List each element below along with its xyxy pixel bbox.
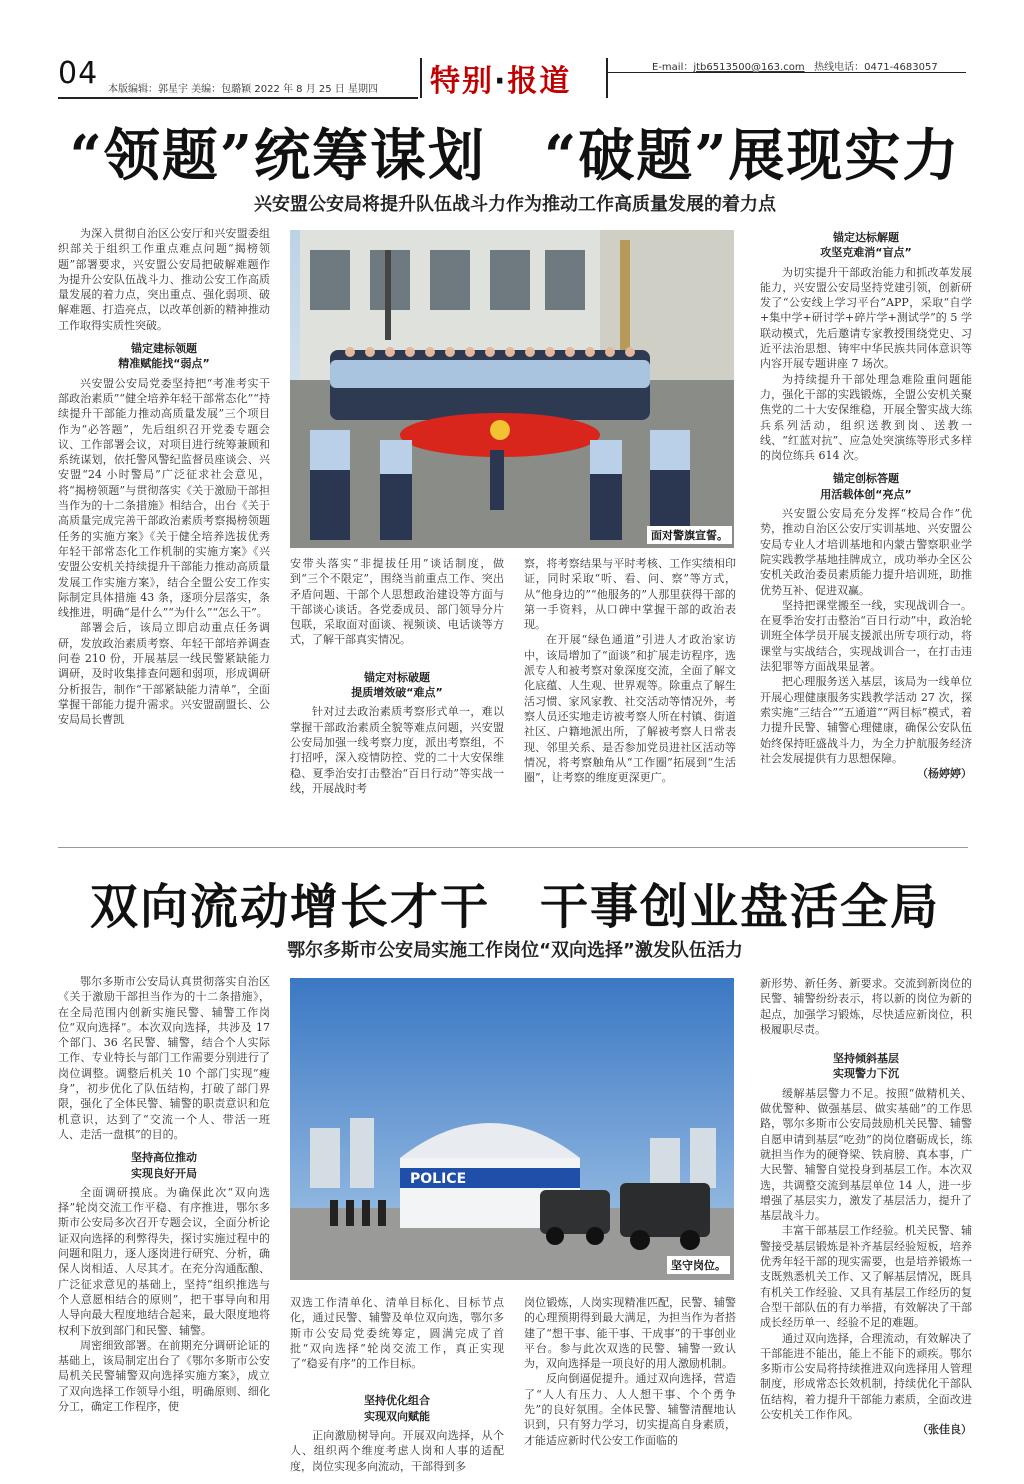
paragraph: 坚持把课堂搬至一线，实现战训合一。在夏季治安打击整治“百日行动”中，政治轮训班全体学员开展支援派出所专项行动，将课堂与实战结合，实现战训合一，在打击违法犯罪等方面战果显著。 xyxy=(760,598,972,674)
header-rule xyxy=(58,97,418,99)
section-title-b: 报道 xyxy=(507,64,572,99)
article1-heading-1b: 精准赋能找“弱点” xyxy=(118,357,210,371)
header-divider-2 xyxy=(606,58,608,98)
paragraph: 兴安盟公安局充分发挥“校局合作”优势，推动自治区公安厅实训基地、兴安盟公安局专业人才培训基地和内蒙古警察职业学院实践教学基地挂牌成立，成功举办全区公安机关政治委员素质能力提升培训班，助推优势互补、促进双赢。 xyxy=(760,507,972,597)
article1-heading-2b: 提质增效破“难点” xyxy=(351,686,443,700)
flag-ceremony-illustration xyxy=(290,230,734,548)
article2-heading-2b: 实现双向赋能 xyxy=(364,1409,430,1423)
article2-column-3 xyxy=(524,1295,736,1448)
article1-column-4 xyxy=(760,230,972,781)
paragraph: 为深入贯彻自治区公安厅和兴安盟委组织部关于组织工作重点难点问题“揭榜领题”部署要求，兴安盟公安局把破解难题作为提升公安队伍战斗力、推动公安工作高质量发展的着力点，突出重点、强化弱项、破解难题、打造亮点，以改革创新的精神推动工作取得实质性突破。 xyxy=(58,227,270,332)
article1-photo-caption: 面对警旗宣誓。 xyxy=(647,526,732,544)
article2-subtitle: 鄂尔多斯市公安局实施工作岗位“双向选择”激发队伍活力 xyxy=(287,940,743,961)
paragraph: 在开展“绿色通道”引进人才政治家访中，该局增加了“面谈”和扩展走访程序，选派专人和被考察对象深度交流，全面了解文化底蕴、人生观、世界观等。除重点了解生活习惯、家风家教、社交活动等情况外，考察人员还实地走访被考察人所在村镇、街道社区、户籍地派出所，了解被考察人日常表现、邻里关系、是否参加党员进社区活动等情况，将考察触角从“工作圈”拓展到“生活圈”，让考察的维度更深更广。 xyxy=(524,633,736,785)
article1-heading-3a: 锚定达标解题 xyxy=(833,231,899,244)
police-yurt-illustration xyxy=(290,978,734,1280)
page-number: 04 xyxy=(58,56,99,91)
article2-heading-2a: 坚持优化组合 xyxy=(364,1394,430,1408)
article1-byline: （杨婷婷） xyxy=(917,767,972,781)
paragraph: 部署会后，该局立即启动重点任务调研，发放政治素质考察、年轻干部培养调查问卷 210 份，开展基层一线民警紧缺能力调研，及时收集排查问题和弱项，形成调研分析报告，制作“干部紧缺能力清单”，全面掌握干部能力提升需求。兴安盟副盟长、公安局局长曹凯 xyxy=(58,621,270,727)
paragraph: 鄂尔多斯市公安局认真贯彻落实自治区《关于激励干部担当作为的十二条措施》，在全局范围内创新实施民警、辅警工作岗位“双向选择”。本次双向选择，共涉及 17 个部门、36 名民警、辅警，结合个人实际工作、专业特长与部门工作需要分别进行了岗位调整。调整后机关 10 个部门实现“瘦身”，初步优化了队伍结构，打破了部门界限，强化了全体民警、辅警的职责意识和危机意识，达到了“交流一个人、带活一班人、走活一盘棋”的目的。 xyxy=(58,975,270,1141)
article1-column-3 xyxy=(524,556,736,785)
article2-heading-1b: 实现良好开局 xyxy=(131,1166,197,1180)
article2-heading-3b: 实现警力下沉 xyxy=(833,1067,899,1081)
section-title xyxy=(430,56,571,100)
paragraph: 兴安盟公安局党委坚持把“考准考实干部政治素质”“健全培养年轻干部常态化”“持续提升干部能力推动高质量发展”三个项目作为“必答题”，先后组织召开党委专题会议、工作部署会议，对项目进行统筹兼顾和系统谋划，依托警风警纪监督员座谈会、兴安盟“24 小时警局”广泛征求社会意见，将“揭榜领题”与贯彻落实《关于激励干部担当作为的十二条措施》相结合，出台《关于高质量完成完善干部政治素质考察揭榜领题任务的实施方案》《关于健全培养选拔优秀年轻干部常态化工作机制的实施方案》《兴安盟公安机关持续提升干部能力推动高质量发展工作实施方案》，结合全盟公安工作实际制定具体措施 43 条，逐项分层落实，条线推进，明确“是什么”“为什么”“怎么干”。 xyxy=(58,376,270,620)
section-title-a: 特别 xyxy=(430,64,494,99)
article1-heading-3b: 攻坚克难消“盲点” xyxy=(820,246,912,260)
paragraph: 安带头落实“非提拔任用”谈话制度，做到“三个不限定”，围绕当前重点工作、突出矛盾问题、干部个人思想政治建设等方面与干部谈心谈话。各党委成员、部门领导分片包联，采取面对面谈、视频谈、电话谈等方式，了解干部真实情况。 xyxy=(290,557,504,647)
paragraph: 通过双向选择，合理流动，有效解决了干部能进不能出，能上不能下的顽疾。鄂尔多斯市公安局将持续推进双向选择用人管理制度，形成常态长效机制，持续优化干部队伍结构，着力提升干部能力素质，全面改进公安机关工作作风。 xyxy=(760,1331,972,1422)
article2-heading-3a: 坚持倾斜基层 xyxy=(833,1052,899,1066)
email-link[interactable]: jtb6513500@163.com xyxy=(693,62,805,73)
article1-photo xyxy=(290,230,734,548)
article2-column-1 xyxy=(58,974,270,1414)
paragraph: 全面调研摸底。为确保此次“双向选择”轮岗交流工作平稳、有序推进，鄂尔多斯市公安局多次召开专题会议，全面分析论证双向选择的利弊得失，探讨实施过程中的问题和阻力，逐人逐岗进行研究、分析，确保人岗相适、人尽其才。在充分沟通酝酿、广泛征求意见的基础上，坚持“组织推选与个人意愿相结合的原则”，把干事导向和用人导向最大程度地结合起来，最大限度地将权利下放到部门和民警、辅警。 xyxy=(58,1185,270,1337)
article1-heading-1a: 锚定建标领题 xyxy=(131,342,197,356)
article1-column-2 xyxy=(290,556,504,796)
paragraph: 为切实提升干部政治能力和抓改革发展能力，兴安盟公安局坚持党建引领，创新研发了“公安线上学习平台”APP，采取“自学+集中学+研讨学+碎片学+测试学”的 5 学联动模式，先后邀请专家教授围绕党史、习近平法治思想、铸牢中华民族共同体意识等内容开展专题讲座 7 场次。 xyxy=(760,265,972,371)
paragraph: 正向激励树导向。开展双向选择，从个人、组织两个维度考虑人岗和人事的适配度，岗位实现多向流动，干部得到多 xyxy=(290,1429,504,1473)
hotline: 热线电话：0471-4683057 xyxy=(814,62,938,73)
email-label: E-mail： xyxy=(652,62,694,73)
paragraph: 缓解基层警力不足。按照“做精机关、做优警种、做强基层、做实基础”的工作思路，鄂尔多斯市公安局鼓励机关民警、辅警自愿申请到基层“吃劲”的岗位磨砺成长，练就担当作为的硬脊梁、铁肩膀、真本事，广大民警、辅警自觉投身到基层工作。本次双选，共调整交流到基层单位 14 人，进一步增强了基层实力，激发了基层活力，提升了基层战斗力。 xyxy=(760,1086,972,1223)
article2-column-2 xyxy=(290,1295,504,1474)
article1-column-1 xyxy=(58,226,270,728)
paragraph: 为持续提升干部处理急难险重问题能力，强化干部的实践锻炼，全盟公安机关聚焦党的二十大安保维稳，开展全警实战大练兵系列活动，组织送教到岗、送教一线、“红蓝对抗”、应急处突演练等形式多样的岗位练兵 614 次。 xyxy=(760,372,972,463)
header-divider xyxy=(420,58,422,98)
article1-heading-4b: 用活载体创“亮点” xyxy=(820,487,912,501)
paragraph: 反向倒逼促提升。通过双向选择，营造了“人人有压力、人人想干事、个个勇争先”的良好氛围。全体民警、辅警清醒地认识到，只有努力学习，切实提高自身素质，才能适应新时代公安工作面临的 xyxy=(524,1372,736,1447)
article2-title: 双向流动增长才干 干事创业盘活全局 xyxy=(89,879,940,935)
issue-meta: 本版编辑：郭星宇 美编：包璐颖 2022 年 8 月 25 日 星期四 xyxy=(108,84,378,95)
paragraph: 丰富干部基层工作经验。机关民警、辅警接受基层锻炼是补齐基层经验短板，培养优秀年轻干部的现实需要，也是培养锻炼一支既熟悉机关工作、又了解基层情况，既具有机关工作经验、又具有基层工作经历的复合型干部队伍的有力举措，有效解决了干部成长经历单一、经验不足的难题。 xyxy=(760,1224,972,1330)
paragraph: 察，将考察结果与平时考核、工作实绩相印证，同时采取“听、看、问、察”等方式，从“他身边的”“他服务的”人那里获得干部的第一手资料，从口碑中掌握干部的政治表现。 xyxy=(524,557,736,632)
paragraph: 周密细致部署。在前期充分调研论证的基础上，该局制定出台了《鄂尔多斯市公安局机关民警辅警双向选择实施方案》，成立了双向选择工作领导小组，明确原则、细化分工，确定工作程序，使 xyxy=(58,1338,270,1414)
article1-title: “领题”统筹谋划 “破题”展现实力 xyxy=(69,123,961,189)
article-divider xyxy=(58,847,968,848)
paragraph: 针对过去政治素质考察形式单一，难以掌握干部政治素质全貌等难点问题，兴安盟公安局加强一线考察力度，派出考察组，不打招呼，深入疫情防控、党的二十大安保维稳、夏季治安打击整治“百日行动”等实战一线，开展战时考 xyxy=(290,705,504,795)
paragraph: 岗位锻炼，人岗实现精准匹配，民警、辅警的心理预期得到最大满足，为担当作为者搭建了“想干事、能干事、干成事”的干事创业平台。参与此次双选的民警、辅警一致认为，双向选择是一项良好的用人激励机制。 xyxy=(524,1296,736,1371)
article1-col1-body xyxy=(58,226,270,333)
paragraph: 新形势、新任务、新要求。交流到新岗位的民警、辅警纷纷表示，将以新的岗位为新的起点，加强学习锻炼，尽快适应新岗位，积极履职尽责。 xyxy=(760,977,972,1036)
contact-info xyxy=(652,58,938,73)
article1-heading-4a: 锚定创标答题 xyxy=(833,472,899,486)
paragraph: 把心理服务送入基层，该局为一线单位开展心理健康服务实践教学活动 27 次，探索实施“三结合”“五通道”“两目标”模式，着力提升民警、辅警心理健康，确保公安队伍始终保持旺盛战斗力，为全力护航服务经济社会发展提供有力思想保障。 xyxy=(760,675,972,765)
paragraph: 双选工作清单化、清单目标化、目标节点化，通过民警、辅警及单位双向选，鄂尔多斯市公安局党委统筹定，圆满完成了首批“双向选择”轮岗交流工作，真正实现了“稳妥有序”的工作目标。 xyxy=(290,1296,504,1371)
yurt-sign: POLICE xyxy=(410,1171,467,1187)
article2-column-4 xyxy=(760,976,972,1438)
article2-photo xyxy=(290,978,734,1280)
article2-photo-caption: 坚守岗位。 xyxy=(667,1256,730,1274)
article1-heading-2a: 锚定对标破题 xyxy=(364,670,430,684)
article2-heading-1a: 坚持高位推动 xyxy=(131,1151,197,1165)
article2-byline: （张佳良） xyxy=(917,1423,972,1437)
section-title-dot: · xyxy=(494,64,508,99)
article1-subtitle: 兴安盟公安局将提升队伍战斗力作为推动工作高质量发展的着力点 xyxy=(254,194,776,215)
